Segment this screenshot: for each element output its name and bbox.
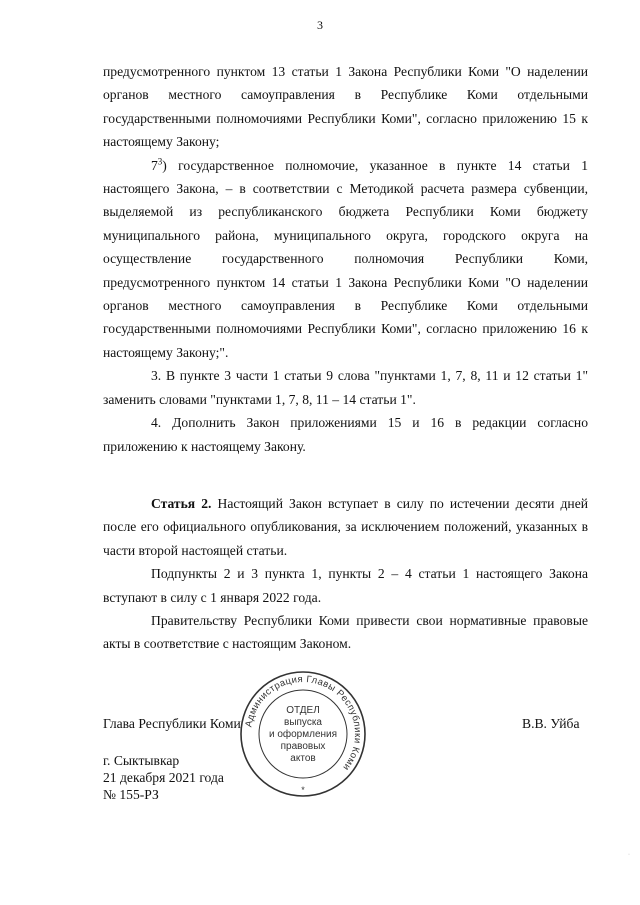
stamp-line-3: и оформления [268,729,338,740]
section-gap [103,458,588,492]
paragraph-7: Правительству Республики Коми привести свои нормативные правовые акты в соответствие с настоящим Законом. [103,612,588,652]
footer-number: № 155-РЗ [103,787,159,802]
stamp-line-1: ОТДЕЛ [286,705,320,716]
footer-date: 21 декабря 2021 года [103,770,224,785]
item-text: ) государственное полномочие, указанное в пункте 14 статьи 1 настоящего Закона, – в соответствии с Методикой расчета размера субвенции, выделяемой из республиканского бюджета Республики Коми бюджету муниципального района, муниципального округа, городского округа на осуществление государственного полномочия Республики Коми, предусмотренного пунктом 14 статьи 1 Закона Республики Коми "О наделении органов местного самоуправления в Республике Коми отдельными государственными полномочиями Республики Коми", согласно приложению 16 к настоящему Закону;". [103,157,588,360]
official-stamp [238,669,368,799]
document-body [103,60,588,656]
item-number: 7 [151,157,158,173]
article-2-text: Настоящий Закон вступает в силу по истечении десяти дней после его официального опубликования, за исключением положений, указанных в части второй настоящей статьи. [103,495,588,558]
article-2 [103,492,588,562]
item-superscript: 3 [157,156,163,167]
paragraph-1: предусмотренного пунктом 13 статьи 1 Закона Республики Коми "О наделении органов местного самоуправления в Республике Коми отдельными государственными полномочиями Республики Коми", согласно приложению 15 к настоящему Закону; [103,64,588,150]
stamp-line-5: актов [290,753,316,764]
margin-mark: · [628,852,630,858]
paragraph-3: 3. В пункте 3 части 1 статьи 9 слова "пунктами 1, 7, 8, 11 и 12 статьи 1" заменить словами "пунктами 1, 7, 8, 11 – 14 статьи 1". [103,368,588,407]
stamp-ring-text: Администрация Главы Республики Коми [243,673,364,773]
stamp-star-icon: * [301,785,305,795]
paragraph-6: Подпункты 2 и 3 пункта 1, пункты 2 – 4 статьи 1 настоящего Закона вступают в силу с 1 января 2022 года. [103,566,588,605]
signatory-title: Глава Республики Коми [103,716,241,731]
stamp-line-2: выпуска [284,717,322,728]
stamp-line-4: правовых [280,741,326,752]
footer-city: г. Сыктывкар [103,753,180,768]
paragraph-2 [103,154,588,365]
article-2-label: Статья 2. [151,495,212,511]
paragraph-4: 4. Дополнить Закон приложениями 15 и 16 в редакции согласно приложению к настоящему Закону. [103,415,588,454]
document-footer [103,752,224,803]
page-number: 3 [317,18,323,32]
signatory-name: В.В. Уйба [522,716,580,731]
